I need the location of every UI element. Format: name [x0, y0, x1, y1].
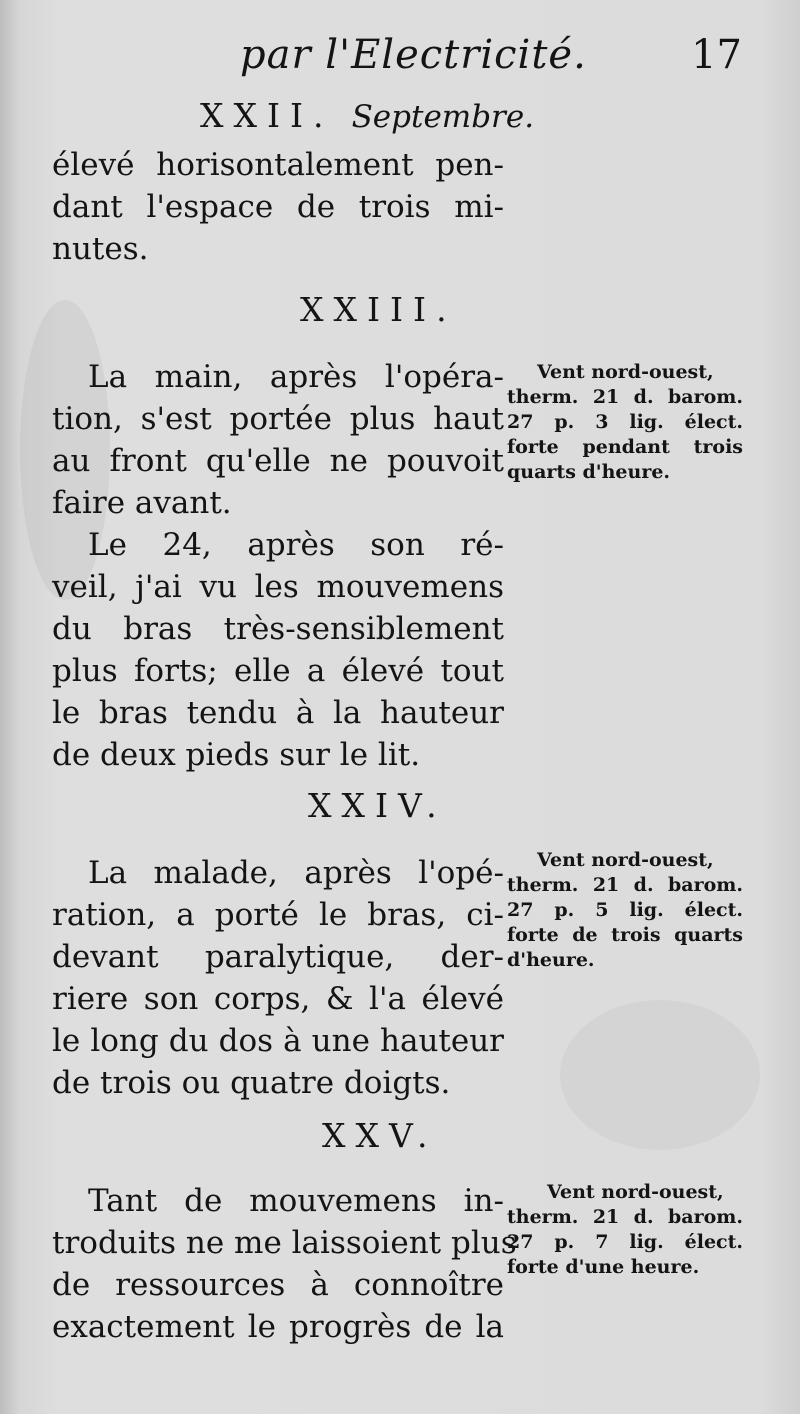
- text-line: le bras tendu à la hauteur: [52, 695, 504, 731]
- section-xxv-paragraph-1: [52, 1180, 517, 1348]
- continued-paragraph: [52, 144, 504, 270]
- weather-note-xxv: [507, 1180, 743, 1280]
- weather-note-xxiii: [507, 360, 743, 485]
- paper-stain: [560, 1000, 760, 1150]
- text-line: troduits ne me laissoient plus: [52, 1225, 517, 1261]
- note-line: therm. 21 d. barom.: [507, 1206, 743, 1228]
- section-xxiv-paragraph-1: [52, 852, 504, 1104]
- text-line: élevé horisontalement pen-: [52, 147, 504, 183]
- text-line: de deux pieds sur le lit.: [52, 737, 421, 773]
- text-line: La malade, après l'opé-: [88, 855, 504, 891]
- section-month: Septembre.: [351, 99, 535, 135]
- section-heading-xxiv: XXIV.: [308, 786, 447, 825]
- section-numeral: XXII.: [200, 96, 334, 135]
- text-line: ration, a porté le bras, ci-: [52, 897, 504, 933]
- running-head: [0, 28, 800, 88]
- weather-note-xxiv: [507, 848, 743, 973]
- text-line: dant l'espace de trois mi-: [52, 189, 504, 225]
- section-heading-xxiii: XXIII.: [300, 290, 457, 329]
- note-line: 27 p. 3 lig. élect.: [507, 411, 743, 433]
- note-line: therm. 21 d. barom.: [507, 386, 743, 408]
- note-line: forte de trois quarts: [507, 924, 743, 946]
- text-line: de trois ou quatre doigts.: [52, 1065, 451, 1101]
- note-line: quarts d'heure.: [507, 461, 671, 483]
- note-line: Vent nord-ouest,: [547, 1181, 724, 1203]
- note-line: forte pendant trois: [507, 436, 743, 458]
- text-line: La main, après l'opéra-: [88, 359, 504, 395]
- section-xxiii-paragraph-2: [52, 524, 504, 776]
- text-line: Le 24, après son ré-: [88, 527, 504, 563]
- text-line: riere son corps, & l'a élevé: [52, 981, 504, 1017]
- text-line: tion, s'est portée plus haut: [52, 401, 504, 437]
- note-line: 27 p. 5 lig. élect.: [507, 899, 743, 921]
- section-xxiii-paragraph-1: [52, 356, 504, 524]
- running-head-title: par l'Electricité.: [240, 32, 587, 78]
- note-line: forte d'une heure.: [507, 1256, 700, 1278]
- text-line: de ressources à connoître: [52, 1267, 504, 1303]
- text-line: plus forts; elle a élevé tout: [52, 653, 504, 689]
- text-line: Tant de mouvemens in-: [88, 1183, 504, 1219]
- note-line: Vent nord-ouest,: [537, 361, 714, 383]
- text-line: devant paralytique, der-: [52, 939, 504, 975]
- text-line: le long du dos à une hauteur: [52, 1023, 504, 1059]
- section-heading-xxv: XXV.: [322, 1116, 438, 1155]
- page-number: 17: [691, 32, 742, 78]
- text-line: faire avant.: [52, 485, 232, 521]
- continued-section-heading: [200, 96, 600, 140]
- note-line: 27 p. 7 lig. élect.: [507, 1231, 743, 1253]
- text-line: nutes.: [52, 231, 149, 267]
- note-line: Vent nord-ouest,: [537, 849, 714, 871]
- note-line: therm. 21 d. barom.: [507, 874, 743, 896]
- note-line: d'heure.: [507, 949, 595, 971]
- text-line: exactement le progrès de la: [52, 1309, 504, 1345]
- text-line: au front qu'elle ne pouvoit: [52, 443, 504, 479]
- text-line: du bras très-sensiblement: [52, 611, 504, 647]
- text-line: veil, j'ai vu les mouvemens: [52, 569, 504, 605]
